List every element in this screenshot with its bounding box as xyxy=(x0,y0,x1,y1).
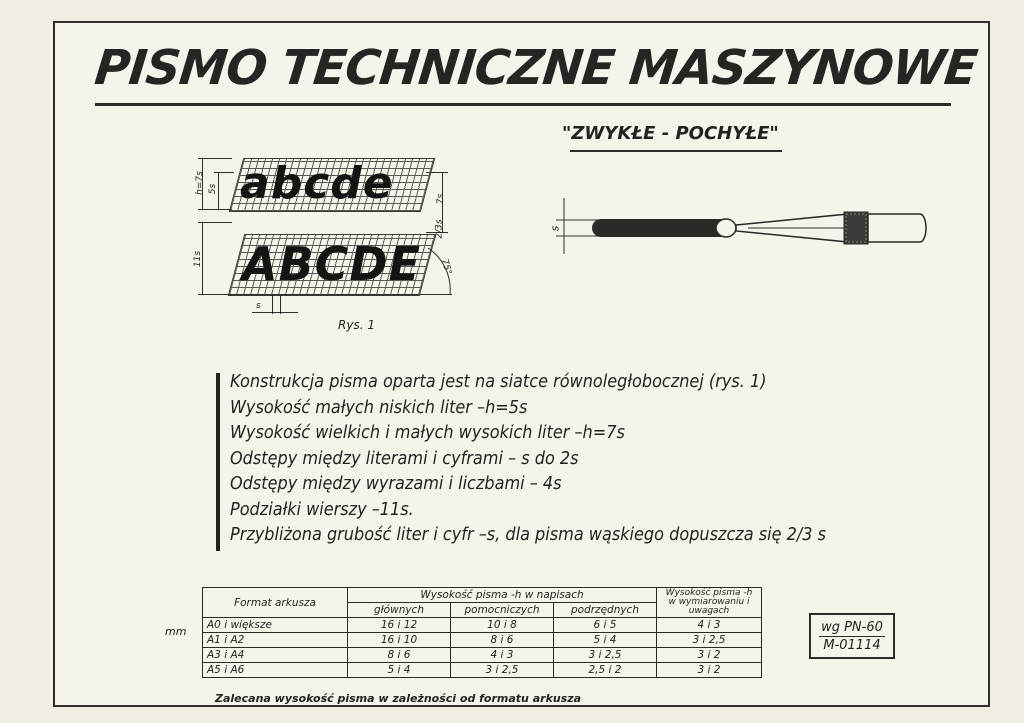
standard-line-1: wg PN-60 xyxy=(821,620,883,635)
uppercase-sample: ABCDE xyxy=(242,237,422,291)
cell-aux: 10 i 8 xyxy=(451,618,554,633)
dim-label-7s: 7s xyxy=(436,193,447,205)
cell-format: A5 i A6 xyxy=(203,663,348,678)
unit-label: mm xyxy=(165,625,187,638)
dim-label-angle: 75° xyxy=(439,258,453,276)
cell-main: 5 i 4 xyxy=(348,663,451,678)
rule-line: Odstępy między literami i cyframi – s do 2s xyxy=(230,448,579,469)
pen-dim-label-s: s xyxy=(548,225,562,232)
figure-1 xyxy=(190,150,470,340)
cell-sub: 5 i 4 xyxy=(554,633,657,648)
angle-arc xyxy=(390,240,460,300)
cell-main: 16 i 12 xyxy=(348,618,451,633)
rules-bar xyxy=(216,373,220,551)
format-table xyxy=(202,587,762,678)
cell-sub: 3 i 2,5 xyxy=(554,648,657,663)
header-aux: pomocniczych xyxy=(451,603,554,618)
cell-sub: 6 i 5 xyxy=(554,618,657,633)
lowercase-sample: abcde xyxy=(240,158,394,209)
standard-line-2: M-01114 xyxy=(819,636,885,654)
table-row xyxy=(203,618,762,633)
table-caption: Zalecana wysokość pisma w zależności od formatu arkusza xyxy=(215,692,582,705)
cell-format: A1 i A2 xyxy=(203,633,348,648)
dim-tick xyxy=(214,172,234,173)
cell-dim: 4 i 3 xyxy=(657,618,762,633)
pen-icon xyxy=(548,192,938,262)
rules-list xyxy=(230,370,878,549)
header-dimension: Wysokość pisma -h w wymiarowaniu i uwagach xyxy=(657,588,762,618)
dim-label-s: s xyxy=(256,301,261,311)
cell-dim: 3 i 2 xyxy=(657,648,762,663)
cell-main: 16 i 10 xyxy=(348,633,451,648)
cell-sub: 2,5 i 2 xyxy=(554,663,657,678)
dim-label-11s: 11s xyxy=(193,250,204,268)
standard-reference-box xyxy=(809,613,895,659)
dim-line-s xyxy=(280,294,281,314)
table-row xyxy=(203,633,762,648)
header-group: Wysokość pisma -h w napisach xyxy=(348,588,657,603)
header-format: Format arkusza xyxy=(203,588,348,618)
cell-format: A0 i większe xyxy=(203,618,348,633)
rule-line: Wysokość małych niskich liter –h=5s xyxy=(230,397,528,418)
subtitle-underline xyxy=(570,150,782,152)
cell-format: A3 i A4 xyxy=(203,648,348,663)
cell-main: 8 i 6 xyxy=(348,648,451,663)
table-row xyxy=(203,648,762,663)
figure-caption: Rys. 1 xyxy=(338,318,375,332)
dim-line-s-base xyxy=(252,312,298,313)
rule-line: Podziałki wierszy –11s. xyxy=(230,499,414,520)
cell-aux: 3 i 2,5 xyxy=(451,663,554,678)
dim-tick xyxy=(198,209,232,210)
cell-dim: 3 i 2,5 xyxy=(657,633,762,648)
header-main: głównych xyxy=(348,603,451,618)
dim-tick xyxy=(198,158,232,159)
subtitle: "ZWYKŁE - POCHYŁE" xyxy=(562,123,779,144)
dim-tick xyxy=(426,172,448,173)
dim-label-h: h=7s xyxy=(194,171,205,195)
cell-aux: 4 i 3 xyxy=(451,648,554,663)
dim-label-2-3s: 2/3s xyxy=(434,219,445,239)
rule-line: Przybliżona grubość liter i cyfr –s, dla pisma wąskiego dopuszcza się 2/3 s xyxy=(230,525,827,545)
title-underline xyxy=(95,103,951,106)
table-row xyxy=(203,663,762,678)
cell-dim: 3 i 2 xyxy=(657,663,762,678)
dim-label-5s: 5s xyxy=(208,183,219,195)
dim-tick xyxy=(198,222,232,223)
page-title: PISMO TECHNICZNE MASZYNOWE xyxy=(92,40,980,96)
rule-line: Odstępy między wyrazami i liczbami – 4s xyxy=(230,474,562,494)
rule-line: Wysokość wielkich i małych wysokich liter –h=7s xyxy=(230,423,625,443)
dim-line-s xyxy=(272,294,273,314)
cell-aux: 8 i 6 xyxy=(451,633,554,648)
header-sub: podrzędnych xyxy=(554,603,657,618)
rule-line: Konstrukcja pisma oparta jest na siatce równoległobocznej (rys. 1) xyxy=(230,372,767,392)
